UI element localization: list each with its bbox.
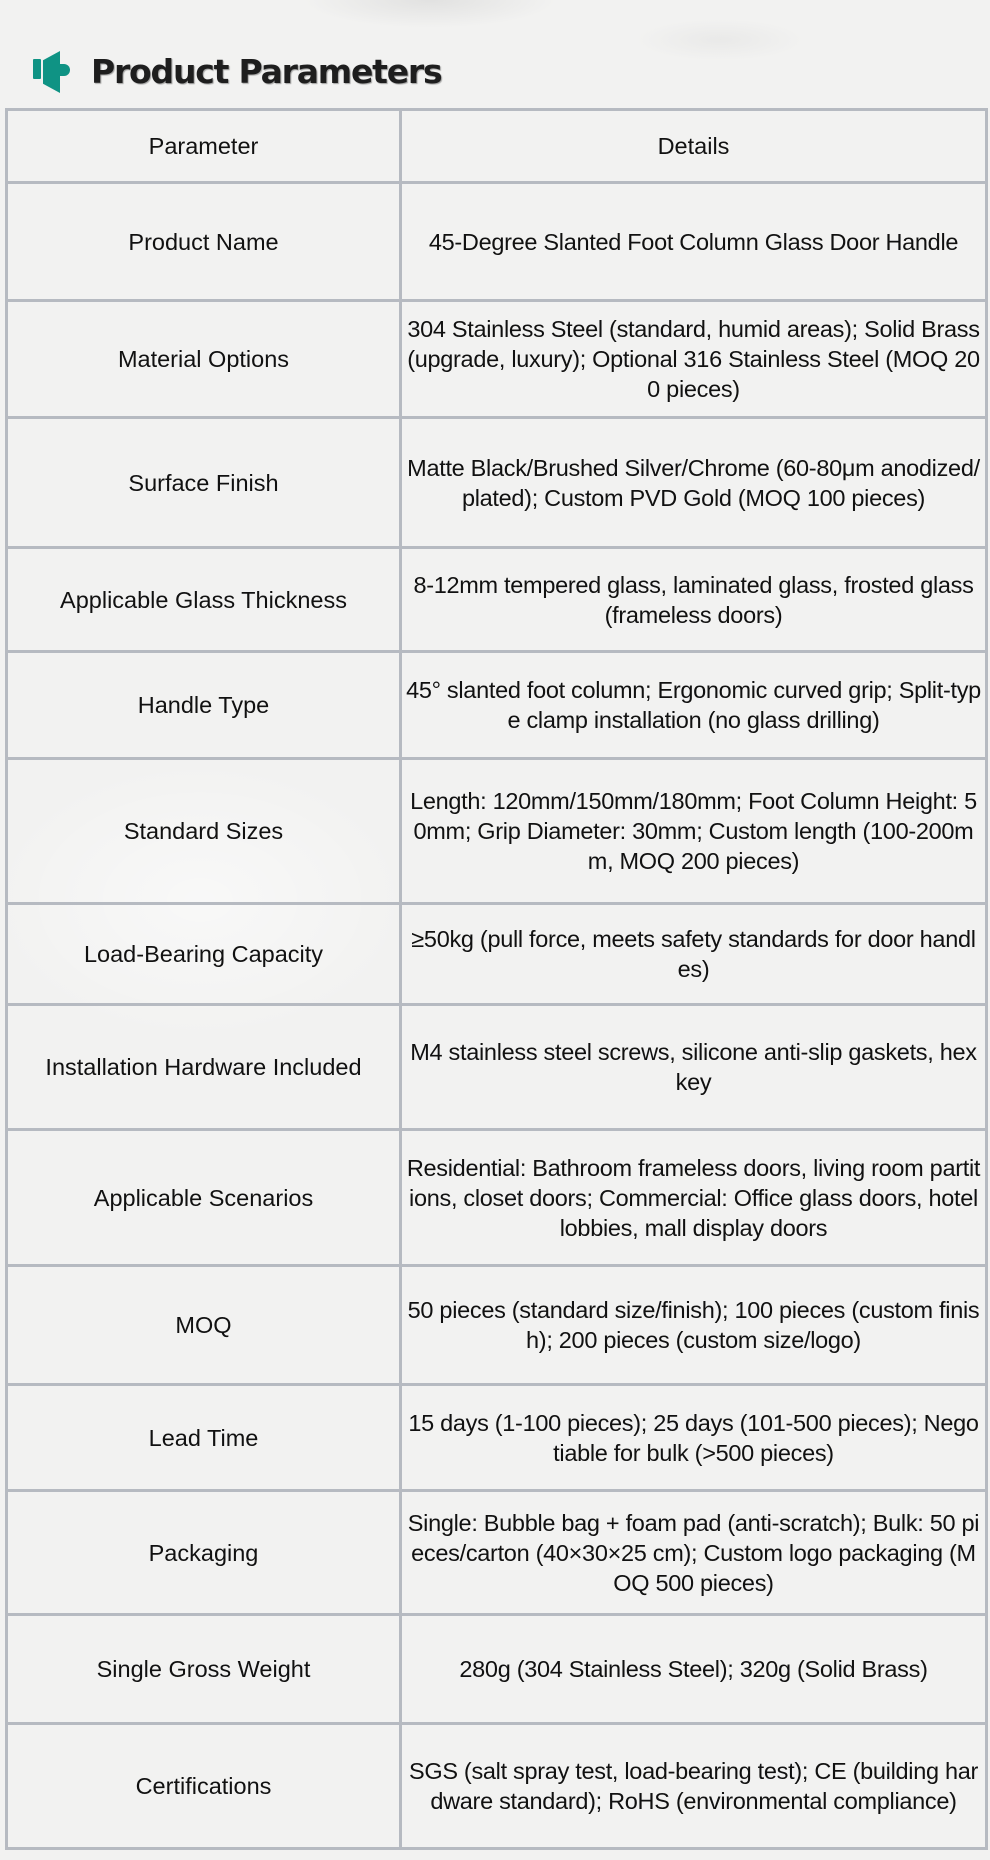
details-cell: SGS (salt spray test, load-bearing test); CE (building hardware standard); RoHS (environmental compliance) <box>401 1724 987 1849</box>
parameter-cell: Lead Time <box>7 1385 401 1491</box>
parameter-cell: Material Options <box>7 301 401 418</box>
parameters-table <box>5 108 988 1850</box>
section-header <box>33 48 441 94</box>
details-cell: 45-Degree Slanted Foot Column Glass Door Handle <box>401 183 987 301</box>
table-row <box>7 1266 987 1385</box>
parameter-cell: Surface Finish <box>7 418 401 548</box>
details-cell: 8-12mm tempered glass, laminated glass, frosted glass (frameless doors) <box>401 548 987 652</box>
table-row <box>7 1130 987 1266</box>
details-cell: 304 Stainless Steel (standard, humid areas); Solid Brass (upgrade, luxury); Optional 316 Stainless Steel (MOQ 200 pieces) <box>401 301 987 418</box>
column-header-details: Details <box>401 110 987 183</box>
parameter-cell: Load-Bearing Capacity <box>7 904 401 1005</box>
parameter-cell: Installation Hardware Included <box>7 1005 401 1130</box>
table-row <box>7 652 987 759</box>
details-cell: 280g (304 Stainless Steel); 320g (Solid Brass) <box>401 1615 987 1724</box>
parameter-cell: Single Gross Weight <box>7 1615 401 1724</box>
parameter-cell: Standard Sizes <box>7 759 401 904</box>
table-row <box>7 1005 987 1130</box>
table-row <box>7 418 987 548</box>
details-cell: 15 days (1-100 pieces); 25 days (101-500 pieces); Negotiable for bulk (>500 pieces) <box>401 1385 987 1491</box>
details-cell: 45° slanted foot column; Ergonomic curved grip; Split-type clamp installation (no glass drilling) <box>401 652 987 759</box>
details-cell: Single: Bubble bag + foam pad (anti-scratch); Bulk: 50 pieces/carton (40×30×25 cm); Custom logo packaging (MOQ 500 pieces) <box>401 1491 987 1615</box>
table-header-row <box>7 110 987 183</box>
details-cell: ≥50kg (pull force, meets safety standards for door handles) <box>401 904 987 1005</box>
table-row <box>7 548 987 652</box>
parameter-cell: Applicable Glass Thickness <box>7 548 401 652</box>
parameter-cell: Handle Type <box>7 652 401 759</box>
details-cell: Residential: Bathroom frameless doors, living room partitions, closet doors; Commercial: Office glass doors, hotel lobbies, mall display doors <box>401 1130 987 1266</box>
parameter-cell: Product Name <box>7 183 401 301</box>
table-row <box>7 1491 987 1615</box>
parameter-cell: Applicable Scenarios <box>7 1130 401 1266</box>
table-row <box>7 301 987 418</box>
details-cell: Matte Black/Brushed Silver/Chrome (60-80μm anodized/plated); Custom PVD Gold (MOQ 100 pieces) <box>401 418 987 548</box>
parameter-cell: MOQ <box>7 1266 401 1385</box>
parameter-cell: Packaging <box>7 1491 401 1615</box>
column-header-parameter: Parameter <box>7 110 401 183</box>
table-row <box>7 759 987 904</box>
table-row <box>7 183 987 301</box>
table-row <box>7 904 987 1005</box>
details-cell: Length: 120mm/150mm/180mm; Foot Column Height: 50mm; Grip Diameter: 30mm; Custom length (100-200mm, MOQ 200 pieces) <box>401 759 987 904</box>
page-title: Product Parameters <box>91 51 442 91</box>
table-row <box>7 1615 987 1724</box>
speaker-icon <box>33 49 71 93</box>
details-cell: M4 stainless steel screws, silicone anti-slip gaskets, hex key <box>401 1005 987 1130</box>
parameter-cell: Certifications <box>7 1724 401 1849</box>
table-row <box>7 1385 987 1491</box>
details-cell: 50 pieces (standard size/finish); 100 pieces (custom finish); 200 pieces (custom size/logo) <box>401 1266 987 1385</box>
table-row <box>7 1724 987 1849</box>
